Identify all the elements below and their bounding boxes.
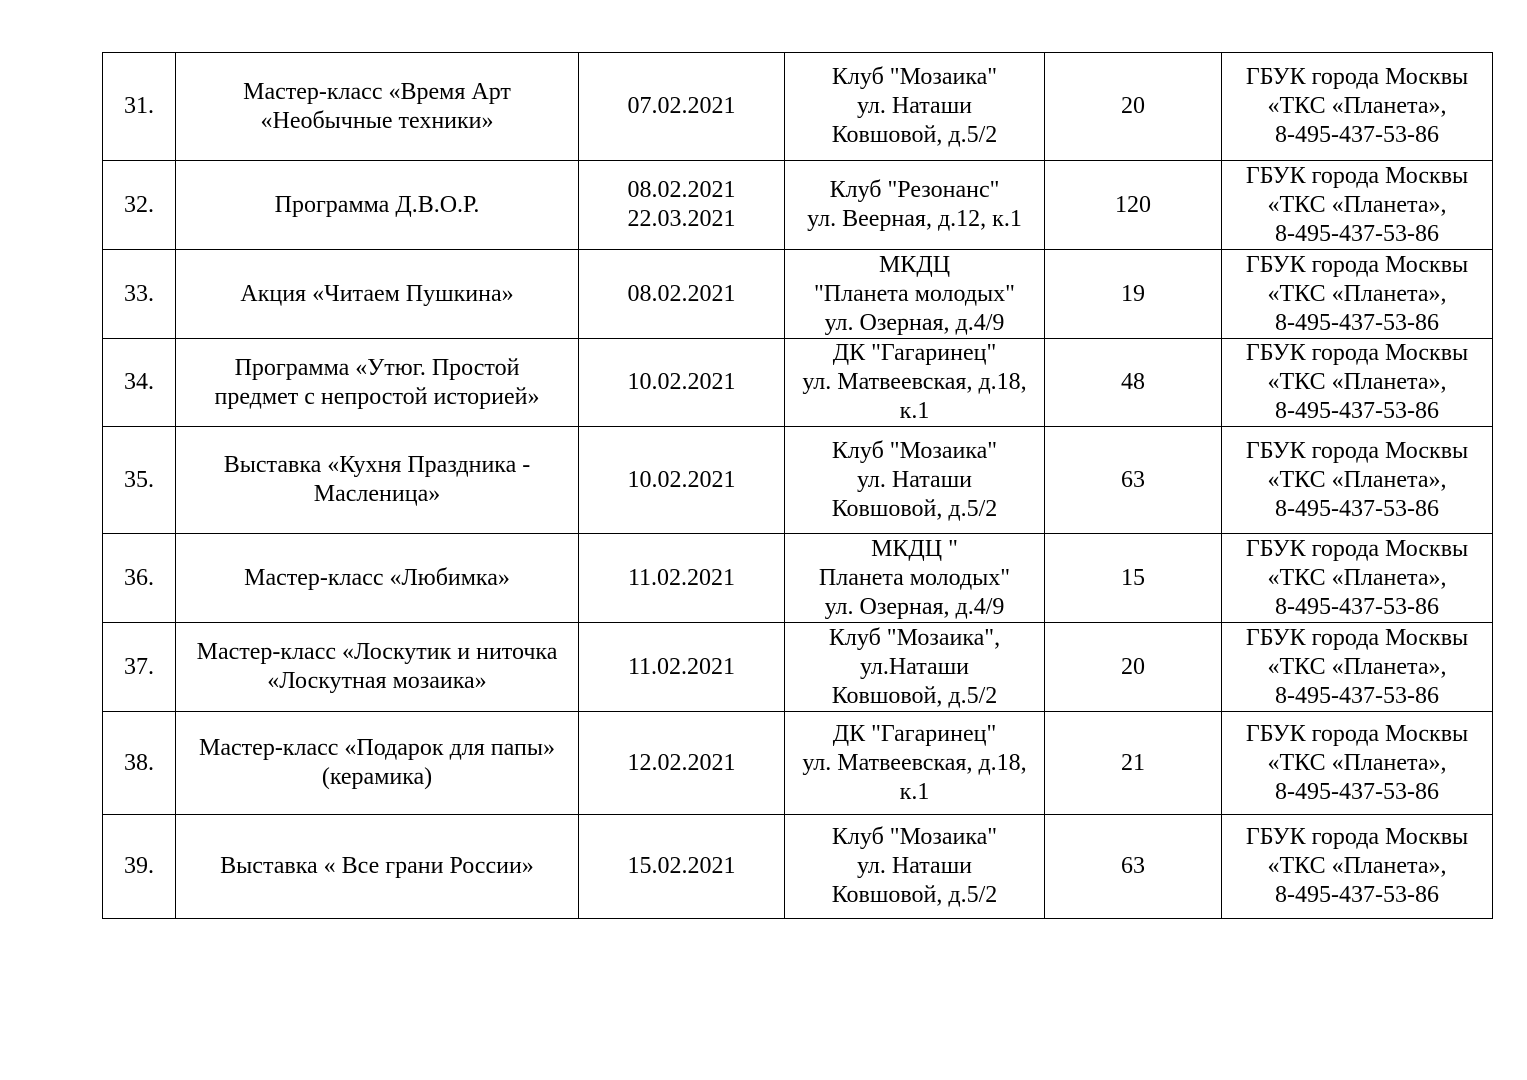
participant-count: 21 [1045,712,1222,815]
organizer: ГБУК города Москвы «ТКС «Планета», 8-495-437-53-86 [1222,339,1493,427]
participant-count: 120 [1045,161,1222,250]
row-number: 38. [103,712,176,815]
row-number: 37. [103,623,176,712]
organizer: ГБУК города Москвы «ТКС «Планета», 8-495-437-53-86 [1222,623,1493,712]
event-name: Программа «Утюг. Простой предмет с непростой историей» [176,339,579,427]
event-date: 11.02.2021 [579,534,785,623]
event-date: 10.02.2021 [579,427,785,534]
event-place: ДК "Гагаринец" ул. Матвеевская, д.18, к.1 [785,712,1045,815]
event-date: 07.02.2021 [579,53,785,161]
event-place: Клуб "Мозаика" ул. Наташи Ковшовой, д.5/2 [785,815,1045,919]
table-row [103,53,1493,161]
organizer: ГБУК города Москвы «ТКС «Планета», 8-495-437-53-86 [1222,161,1493,250]
event-date: 12.02.2021 [579,712,785,815]
participant-count: 20 [1045,623,1222,712]
event-place: Клуб "Резонанс" ул. Веерная, д.12, к.1 [785,161,1045,250]
organizer: ГБУК города Москвы «ТКС «Планета», 8-495-437-53-86 [1222,534,1493,623]
event-name: Мастер-класс «Подарок для папы» (керамика) [176,712,579,815]
event-name: Выставка «Кухня Праздника - Масленица» [176,427,579,534]
event-place: МКДЦ " Планета молодых" ул. Озерная, д.4/9 [785,534,1045,623]
event-name: Мастер-класс «Время Арт «Необычные техники» [176,53,579,161]
table-row [103,339,1493,427]
row-number: 39. [103,815,176,919]
participant-count: 15 [1045,534,1222,623]
organizer: ГБУК города Москвы «ТКС «Планета», 8-495-437-53-86 [1222,53,1493,161]
event-name: Мастер-класс «Лоскутик и ниточка «Лоскутная мозаика» [176,623,579,712]
row-number: 34. [103,339,176,427]
participant-count: 48 [1045,339,1222,427]
organizer: ГБУК города Москвы «ТКС «Планета», 8-495-437-53-86 [1222,712,1493,815]
row-number: 35. [103,427,176,534]
event-name: Мастер-класс «Любимка» [176,534,579,623]
event-name: Акция «Читаем Пушкина» [176,250,579,339]
event-place: Клуб "Мозаика", ул.Наташи Ковшовой, д.5/2 [785,623,1045,712]
row-number: 32. [103,161,176,250]
event-date: 08.02.2021 22.03.2021 [579,161,785,250]
event-date: 15.02.2021 [579,815,785,919]
participant-count: 63 [1045,815,1222,919]
table-row [103,623,1493,712]
row-number: 36. [103,534,176,623]
table-row [103,427,1493,534]
participant-count: 20 [1045,53,1222,161]
participant-count: 19 [1045,250,1222,339]
event-place: ДК "Гагаринец" ул. Матвеевская, д.18, к.1 [785,339,1045,427]
event-place: Клуб "Мозаика" ул. Наташи Ковшовой, д.5/2 [785,427,1045,534]
table-row [103,534,1493,623]
organizer: ГБУК города Москвы «ТКС «Планета», 8-495-437-53-86 [1222,815,1493,919]
event-name: Выставка « Все грани России» [176,815,579,919]
event-place: Клуб "Мозаика" ул. Наташи Ковшовой, д.5/2 [785,53,1045,161]
row-number: 33. [103,250,176,339]
participant-count: 63 [1045,427,1222,534]
table-row [103,815,1493,919]
event-date: 11.02.2021 [579,623,785,712]
event-date: 08.02.2021 [579,250,785,339]
event-name: Программа Д.В.О.Р. [176,161,579,250]
table-row [103,250,1493,339]
organizer: ГБУК города Москвы «ТКС «Планета», 8-495-437-53-86 [1222,250,1493,339]
table-row [103,712,1493,815]
events-table [102,52,1493,919]
table-row [103,161,1493,250]
organizer: ГБУК города Москвы «ТКС «Планета», 8-495-437-53-86 [1222,427,1493,534]
event-place: МКДЦ "Планета молодых" ул. Озерная, д.4/9 [785,250,1045,339]
event-date: 10.02.2021 [579,339,785,427]
row-number: 31. [103,53,176,161]
